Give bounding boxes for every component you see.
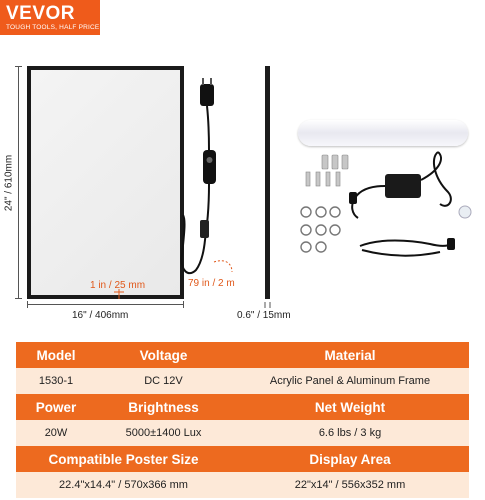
cord-length-label: 79 in / 2 m bbox=[188, 278, 235, 289]
screws-icon bbox=[306, 155, 348, 186]
spec-header-row bbox=[16, 446, 469, 472]
spec-header-display-area: Display Area bbox=[309, 451, 391, 467]
mounting-brackets-icon bbox=[301, 207, 340, 252]
plug-icon bbox=[200, 84, 214, 106]
logo-brand: VEVOR bbox=[6, 3, 76, 24]
spec-header-model: Model bbox=[36, 347, 76, 363]
spec-table bbox=[16, 342, 469, 498]
logo-tagline: TOUGH TOOLS, HALF PRICE bbox=[6, 24, 100, 31]
spec-header-poster-size: Compatible Poster Size bbox=[48, 451, 199, 467]
spec-value-row bbox=[16, 472, 469, 498]
spec-header-power: Power bbox=[35, 399, 77, 415]
spec-value-weight: 6.6 lbs / 3 kg bbox=[318, 427, 382, 439]
packaging-tube bbox=[298, 120, 468, 146]
spec-header-brightness: Brightness bbox=[128, 399, 199, 415]
spec-value-row bbox=[16, 368, 469, 394]
spec-value-model: 1530-1 bbox=[38, 375, 74, 387]
spec-value-power: 20W bbox=[44, 427, 68, 439]
spec-header-weight: Net Weight bbox=[314, 399, 386, 415]
power-adapter-icon bbox=[385, 174, 421, 198]
spec-value-voltage: DC 12V bbox=[144, 375, 183, 387]
spec-value-row bbox=[16, 420, 469, 446]
thickness-dimension-label: 0.6" / 15mm bbox=[237, 310, 291, 321]
power-cable-icon bbox=[360, 241, 452, 247]
spec-header-voltage: Voltage bbox=[139, 347, 188, 363]
spec-header-row bbox=[16, 394, 469, 420]
height-dimension-label: 24" / 610mm bbox=[3, 154, 15, 212]
spec-value-display-area: 22"x14" / 556x352 mm bbox=[294, 479, 406, 491]
spec-header-material: Material bbox=[324, 347, 376, 363]
spec-value-brightness: 5000±1400 Lux bbox=[125, 427, 202, 439]
spec-value-poster-size: 22.4"x14.4" / 570x366 mm bbox=[59, 479, 188, 491]
width-dimension-line bbox=[27, 304, 184, 305]
cord-offset-label: 1 in / 25 mm bbox=[90, 280, 146, 291]
adhesive-hook-icon bbox=[459, 206, 471, 218]
spec-header-row bbox=[16, 342, 469, 368]
spec-value-material: Acrylic Panel & Aluminum Frame bbox=[269, 375, 431, 387]
width-dimension-label: 16" / 406mm bbox=[72, 310, 129, 321]
dimmer-switch-icon bbox=[203, 150, 216, 184]
